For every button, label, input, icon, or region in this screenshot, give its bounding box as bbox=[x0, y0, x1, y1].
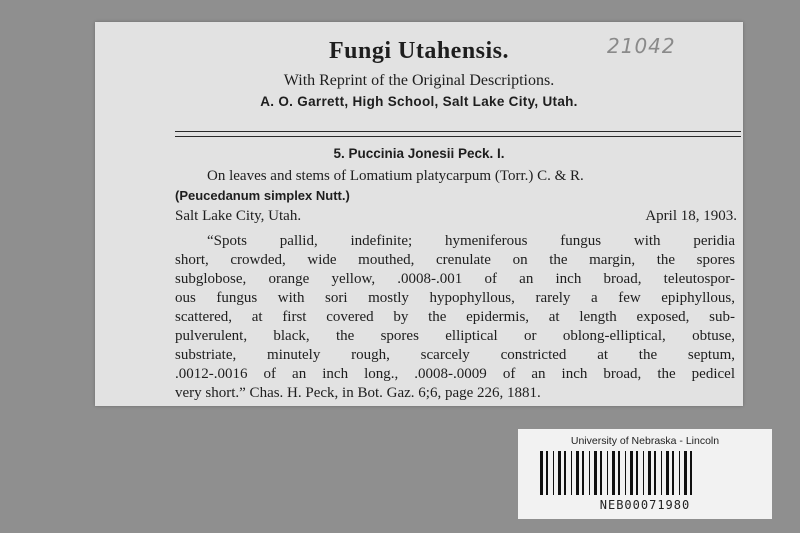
herbarium-label-sheet bbox=[95, 22, 743, 406]
description-line: subglobose, orange yellow, .0008-.001 of an inch broad, teleutospor- bbox=[175, 271, 735, 287]
host-line: On leaves and stems of Lomatium platycarpum (Torr.) C. & R. bbox=[207, 168, 584, 184]
description-line: “Spots pallid, indefinite; hymeniferous fungus with peridia bbox=[207, 233, 735, 249]
institution-name: University of Nebraska - Lincoln bbox=[570, 435, 720, 447]
synonym-line: (Peucedanum simplex Nutt.) bbox=[175, 188, 350, 203]
description-line: short, crowded, wide mouthed, crenulate on the margin, the spores bbox=[175, 252, 735, 268]
barcode-number: NEB00071980 bbox=[599, 498, 691, 512]
collection-date: April 18, 1903. bbox=[645, 208, 737, 224]
institution-barcode-label bbox=[518, 429, 772, 519]
divider-rule-bottom bbox=[175, 136, 741, 137]
barcode-icon bbox=[540, 451, 750, 497]
divider-rule-top bbox=[175, 131, 741, 132]
locality: Salt Lake City, Utah. bbox=[175, 208, 302, 224]
page-title: Fungi Utahensis. bbox=[328, 38, 510, 64]
description-line: .0012-.0016 of an inch long., .0008-.0009 of an inch broad, the pedicel bbox=[175, 366, 735, 382]
locality-row bbox=[175, 208, 737, 225]
description-line: very short.” Chas. H. Peck, in Bot. Gaz. 6;6, page 226, 1881. bbox=[175, 385, 541, 401]
description-line: substriate, minutely rough, scarcely constricted at the septum, bbox=[175, 347, 735, 363]
species-heading: 5. Puccinia Jonesii Peck. I. bbox=[333, 146, 505, 161]
description-line: scattered, at first covered by the epidermis, at length exposed, sub- bbox=[175, 309, 735, 325]
accession-number-handwritten: 21042 bbox=[607, 34, 676, 58]
description-line: ous fungus with sori mostly hypophyllous, rarely a few epiphyllous, bbox=[175, 290, 735, 306]
author-line: A. O. Garrett, High School, Salt Lake City, Utah. bbox=[260, 94, 578, 109]
subtitle: With Reprint of the Original Descriptions. bbox=[283, 72, 555, 89]
description-line: pulverulent, black, the spores elliptical or oblong-elliptical, obtuse, bbox=[175, 328, 735, 344]
